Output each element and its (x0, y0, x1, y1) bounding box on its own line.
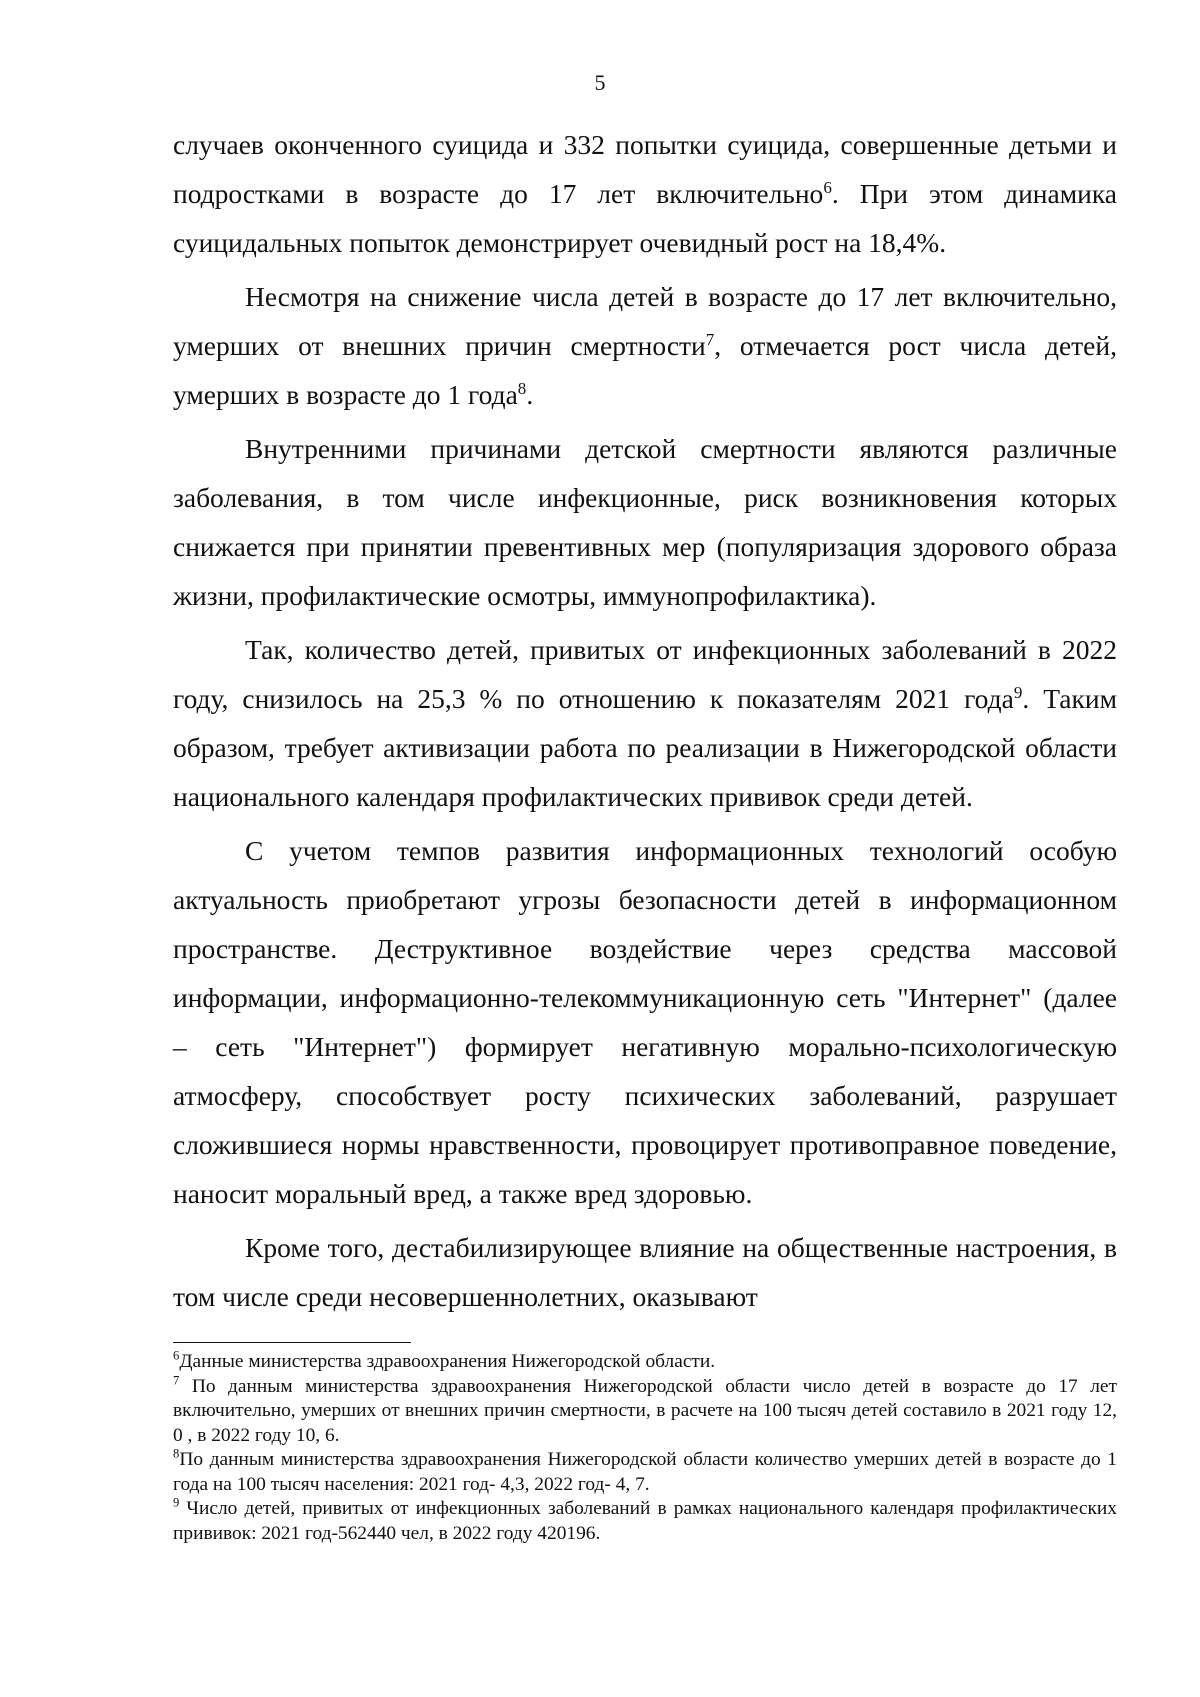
footnote-number: 8 (173, 1446, 180, 1461)
paragraph: Кроме того, дестабилизирующее влияние на общественные настроения, в том числе среди несовершеннолетних, оказывают (173, 1232, 1117, 1312)
paragraph: Внутренними причинами детской смертности являются различные заболевания, в том числе инфекционные, риск возникновения которых снижается при принятии превентивных мер (популяризация здорового образа жизни, профилактические осмотры, иммунопрофилактика). (173, 433, 1117, 611)
footnote: $^8$По данным министерства здравоохранения Нижегородской области количество умерших детей в возрасте до 1 года на 100 тысяч населения: 2021 год- 4,3, 2022 год- 4, 7. (173, 1446, 1117, 1495)
paragraph: Несмотря на снижение числа детей в возрасте до 17 лет включительно, умерших от внешних причин смертности$^7$, отмечается рост числа детей, умерших в возрасте до 1 года$^8$. (173, 281, 1117, 410)
footnote-ref: 9 (1013, 682, 1023, 702)
footnote-ref: 7 (705, 329, 715, 349)
footnote: $^7$ По данным министерства здравоохранения Нижегородской области число детей в возрасте до 17 лет включительно, умерших от внешних причин смертности, в расчете на 100 тысяч детей составило в 2021 году 12, 0 , в 2022 году 10, 6. (173, 1373, 1117, 1446)
paragraph: Так, количество детей, привитых от инфекционных заболеваний в 2022 году, снизилось на 25,3 % по отношению к показателям 2021 года$^9$. Таким образом, требует активизации работа по реализации в Нижегородской области национального календаря профилактических прививок среди детей. (173, 634, 1117, 812)
page-number: 5 (594, 70, 606, 95)
footnote-separator (173, 1342, 411, 1343)
footnote-ref: 8 (517, 378, 527, 398)
footnote-ref: 6 (823, 177, 832, 197)
footnote-number: 7 (173, 1373, 180, 1388)
footnote: $^9$ Число детей, привитых от инфекционных заболеваний в рамках национального календаря профилактических прививок: 2021 год-562440 чел, в 2022 году 420196. (173, 1495, 1117, 1544)
footnote: $^6$Данные министерства здравоохранения Нижегородской области. (173, 1348, 716, 1372)
footnote-number: 6 (173, 1348, 180, 1363)
paragraph: С учетом темпов развития информационных технологий особую актуальность приобретают угрозы безопасности детей в информационном пространстве. Деструктивное воздействие через средства массовой информации, информационно-телекоммуникационную сеть "Интернет" (далее – сеть "Интернет") формирует негативную морально-психологическую атмосферу, способствует росту психических заболеваний, разрушает сложившиеся нормы нравственности, провоцирует противоправное поведение, наносит моральный вред, а также вред здоровью. (173, 835, 1117, 1209)
footnote-number: 9 (173, 1495, 180, 1510)
paragraph: случаев оконченного суицида и 332 попытки суицида, совершенные детьми и подростками в возрасте до 17 лет включительно$^6$. При этом динамика суицидальных попыток демонстрирует очевидный рост на 18,4%. (173, 129, 1117, 258)
footnotes (173, 1350, 1117, 1546)
body-text (173, 120, 1117, 1321)
